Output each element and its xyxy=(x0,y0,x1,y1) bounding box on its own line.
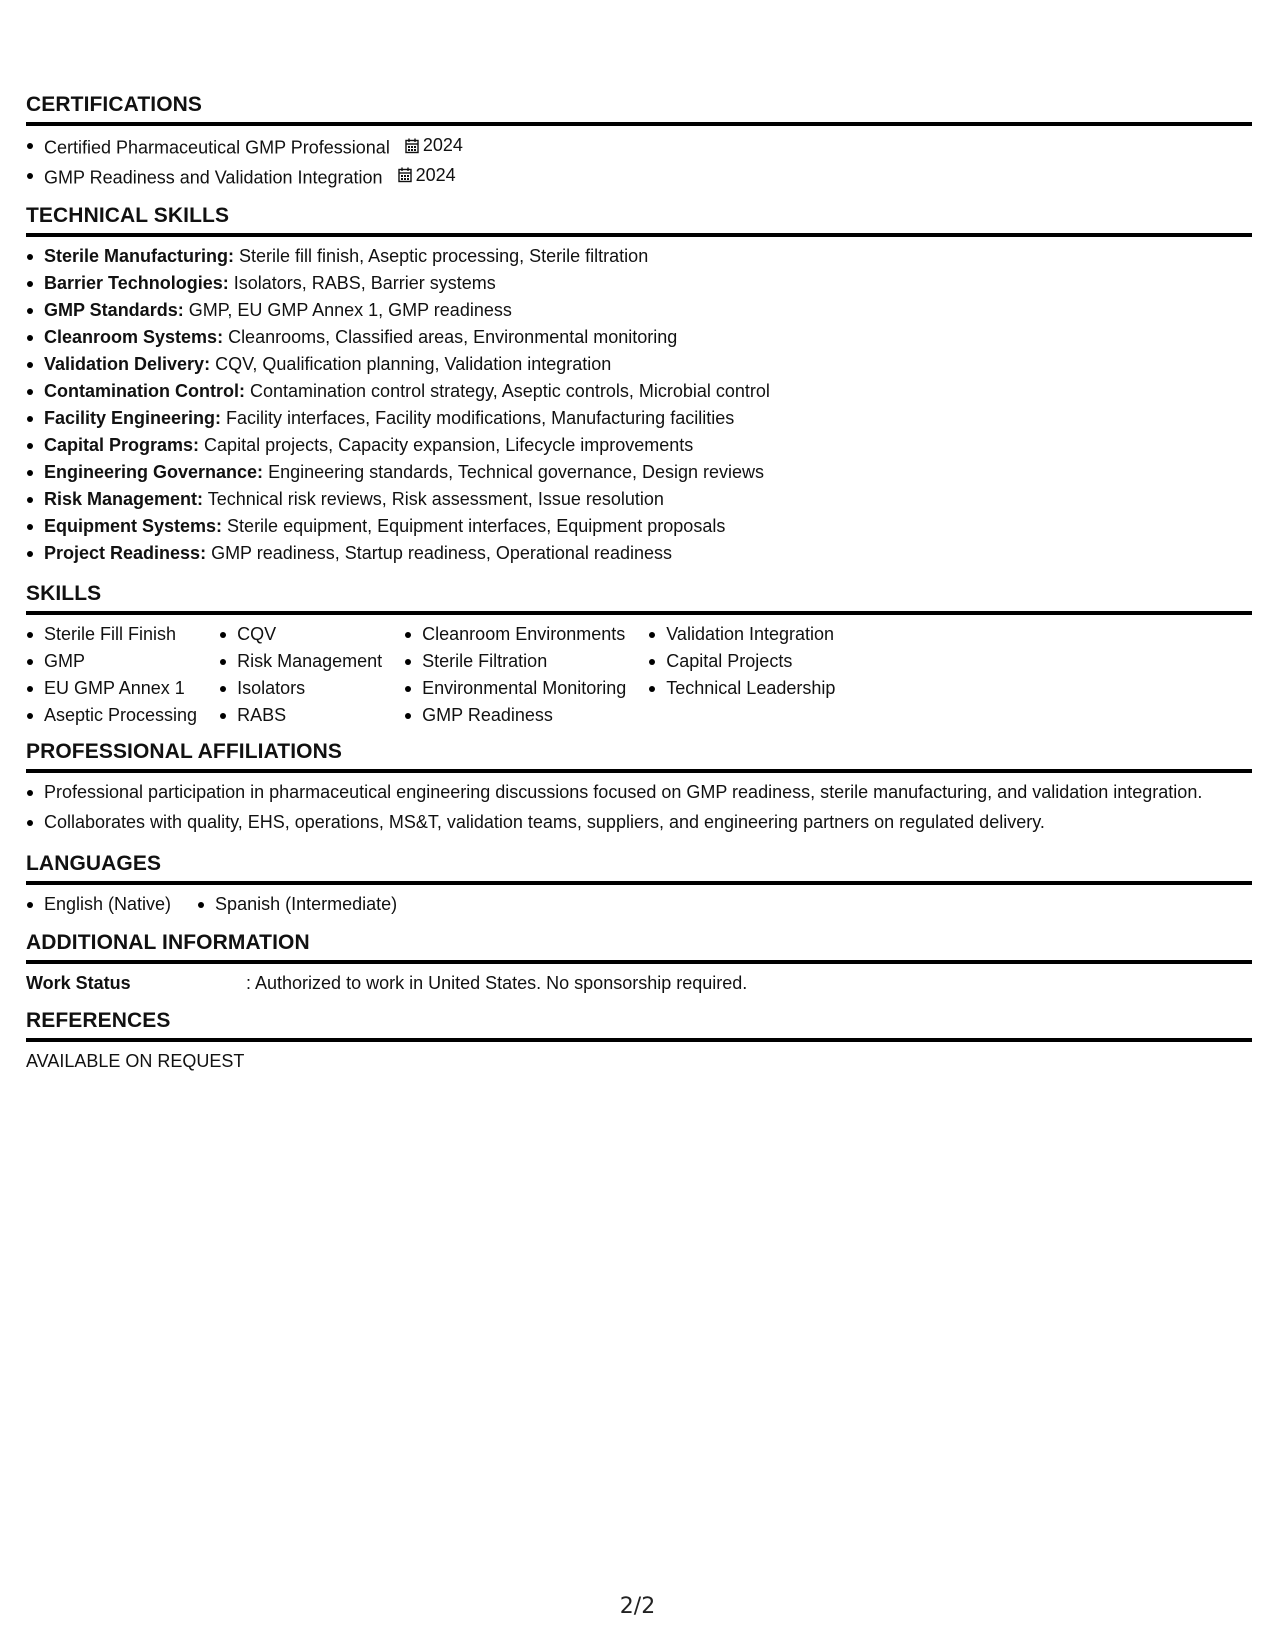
section-title-technical-skills: TECHNICAL SKILLS xyxy=(26,203,1252,237)
section-title-languages: LANGUAGES xyxy=(26,851,1252,885)
technical-skill-text: Contamination control strategy, Aseptic controls, Microbial control xyxy=(244,381,770,401)
skill-item: CQV xyxy=(219,621,382,648)
technical-skill-item xyxy=(26,405,1252,432)
technical-skill-item xyxy=(26,540,1252,567)
certification-item xyxy=(26,162,1252,192)
calendar-icon xyxy=(398,167,412,183)
technical-skill-item xyxy=(26,324,1252,351)
skills-column xyxy=(219,621,382,729)
technical-skill-text: Isolators, RABS, Barrier systems xyxy=(228,273,496,293)
section-title-additional-info: ADDITIONAL INFORMATION xyxy=(26,930,1252,964)
technical-skill-label: Barrier Technologies: xyxy=(44,273,229,293)
additional-info-section xyxy=(26,930,1252,996)
skill-item: Sterile Fill Finish xyxy=(26,621,197,648)
technical-skill-label: Facility Engineering: xyxy=(44,408,222,428)
technical-skills-list xyxy=(26,243,1252,567)
skill-item: Validation Integration xyxy=(648,621,835,648)
skill-item: Isolators xyxy=(219,675,382,702)
info-value: : Authorized to work in United States. No sponsorship required. xyxy=(246,973,748,993)
technical-skill-label: Project Readiness: xyxy=(44,543,207,563)
resume-page xyxy=(26,92,1252,1074)
certification-item xyxy=(26,132,1252,162)
technical-skill-label: Equipment Systems: xyxy=(44,516,223,536)
certification-year: 2024 xyxy=(422,135,463,155)
technical-skill-text: Capital projects, Capacity expansion, Lifecycle improvements xyxy=(199,435,694,455)
technical-skill-label: Validation Delivery: xyxy=(44,354,211,374)
skill-item: Capital Projects xyxy=(648,648,835,675)
references-section xyxy=(26,1008,1252,1074)
certifications-section xyxy=(26,92,1252,191)
technical-skill-item xyxy=(26,486,1252,513)
skills-column xyxy=(648,621,835,729)
section-title-skills: SKILLS xyxy=(26,581,1252,615)
skill-item: Cleanroom Environments xyxy=(404,621,626,648)
skills-column xyxy=(404,621,626,729)
skill-item: GMP xyxy=(26,648,197,675)
affiliations-list xyxy=(26,779,1252,836)
technical-skill-text: Technical risk reviews, Risk assessment, Issue resolution xyxy=(203,489,664,509)
references-text: AVAILABLE ON REQUEST xyxy=(26,1051,245,1071)
technical-skill-item xyxy=(26,297,1252,324)
technical-skill-text: Sterile fill finish, Aseptic processing, Sterile filtration xyxy=(234,246,649,266)
languages-list xyxy=(26,891,1252,918)
section-title-references: REFERENCES xyxy=(26,1008,1252,1042)
technical-skill-item xyxy=(26,459,1252,486)
technical-skill-text: GMP readiness, Startup readiness, Operational readiness xyxy=(206,543,672,563)
technical-skill-item xyxy=(26,513,1252,540)
technical-skill-item xyxy=(26,432,1252,459)
certification-year: 2024 xyxy=(415,164,456,185)
technical-skills-section xyxy=(26,203,1252,567)
info-row xyxy=(26,970,1252,996)
skill-item: EU GMP Annex 1 xyxy=(26,675,197,702)
skill-item: RABS xyxy=(219,702,382,729)
affiliations-section xyxy=(26,739,1252,836)
certifications-list xyxy=(26,132,1252,191)
certification-date xyxy=(405,132,463,159)
technical-skill-text: GMP, EU GMP Annex 1, GMP readiness xyxy=(183,300,512,320)
skills-section xyxy=(26,581,1252,729)
info-label: Work Status xyxy=(26,973,131,993)
technical-skill-text: Sterile equipment, Equipment interfaces, Equipment proposals xyxy=(222,516,726,536)
affiliation-item: Collaborates with quality, EHS, operations, MS&T, validation teams, suppliers, and engineering partners on regulated delivery. xyxy=(26,809,1252,836)
technical-skill-text: Engineering standards, Technical governance, Design reviews xyxy=(263,462,765,482)
technical-skill-text: CQV, Qualification planning, Validation integration xyxy=(210,354,612,374)
calendar-icon xyxy=(405,138,419,154)
technical-skill-label: Sterile Manufacturing: xyxy=(44,246,235,266)
skill-item: Technical Leadership xyxy=(648,675,835,702)
skill-item: Aseptic Processing xyxy=(26,702,197,729)
certification-name: Certified Pharmaceutical GMP Professional xyxy=(44,137,390,158)
section-title-certifications: CERTIFICATIONS xyxy=(26,92,1252,126)
language-item: Spanish (Intermediate) xyxy=(197,891,397,918)
certification-date xyxy=(398,162,456,189)
skill-item: GMP Readiness xyxy=(404,702,626,729)
technical-skill-text: Facility interfaces, Facility modifications, Manufacturing facilities xyxy=(221,408,735,428)
technical-skill-text: Cleanrooms, Classified areas, Environmental monitoring xyxy=(223,327,678,347)
technical-skill-label: Risk Management: xyxy=(44,489,204,509)
skills-grid xyxy=(26,621,1252,729)
technical-skill-item xyxy=(26,270,1252,297)
skill-item: Sterile Filtration xyxy=(404,648,626,675)
technical-skill-item xyxy=(26,351,1252,378)
technical-skill-item xyxy=(26,243,1252,270)
skill-item: Environmental Monitoring xyxy=(404,675,626,702)
technical-skill-label: Cleanroom Systems: xyxy=(44,327,224,347)
certification-name: GMP Readiness and Validation Integration xyxy=(44,167,383,187)
technical-skill-label: Engineering Governance: xyxy=(44,462,264,482)
technical-skill-label: GMP Standards: xyxy=(44,300,184,320)
skill-item: Risk Management xyxy=(219,648,382,675)
page-number: 2/2 xyxy=(619,1594,656,1619)
skills-column xyxy=(26,621,197,729)
affiliation-item: Professional participation in pharmaceutical engineering discussions focused on GMP readiness, sterile manufacturing, and validation integration. xyxy=(26,779,1252,806)
technical-skill-item xyxy=(26,378,1252,405)
languages-section xyxy=(26,851,1252,918)
language-item: English (Native) xyxy=(26,891,171,918)
technical-skill-label: Capital Programs: xyxy=(44,435,200,455)
technical-skill-label: Contamination Control: xyxy=(44,381,245,401)
section-title-affiliations: PROFESSIONAL AFFILIATIONS xyxy=(26,739,1252,773)
